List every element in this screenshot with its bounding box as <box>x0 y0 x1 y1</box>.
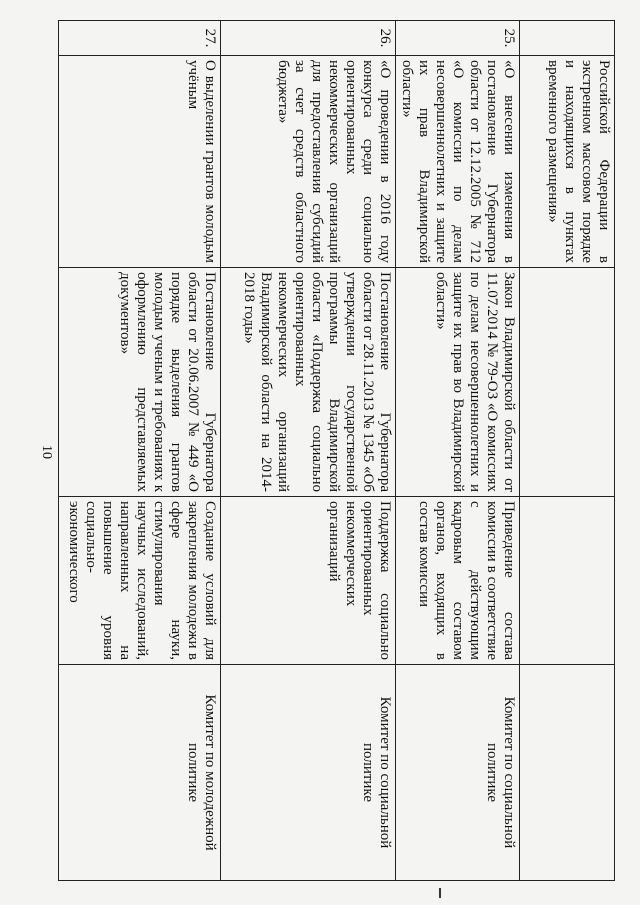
purpose: Приведение состава комиссии в соответствие с действующим кадровым составом органов, входящих в состав комиссии <box>396 497 520 665</box>
purpose: Поддержка социально ориентированных некоммерческих организаций <box>221 497 396 665</box>
row-number: 26. <box>221 21 396 56</box>
page-number: 10 <box>39 445 54 459</box>
purpose <box>520 497 615 665</box>
act-title: «О внесении изменения в постановление Губернатора области от 12.12.2005 № 712 «О комиссии по делам несовершеннолетних и защите их прав Владимирской области» <box>396 56 520 268</box>
rotated-page <box>66 20 615 880</box>
table-row <box>396 21 520 881</box>
row-number <box>520 21 615 56</box>
executor: Комитет по молодежной политике <box>59 665 221 881</box>
table-row <box>221 21 396 881</box>
legal-basis <box>520 268 615 497</box>
legal-basis: Закон Владимирской области от 11.07.2014 № 79-ОЗ «О комиссиях по делам несовершеннолетних и защите их прав во Владимирской области» <box>396 268 520 497</box>
purpose: Создание условий для закрепления молодежи в сфере науки, стимулирования научных исследований, направленных на повышение уровня социально-экономического <box>59 497 221 665</box>
table-row <box>520 21 615 881</box>
act-title: О выделении грантов молодым учёным <box>59 56 221 268</box>
legal-basis: Постановление Губернатора области от 20.06.2007 № 449 «О порядке выделения грантов молодым ученым и требованиях к оформлению представляемых документов» <box>59 268 221 497</box>
table-row <box>59 21 221 881</box>
executor: Комитет по социальной политике <box>221 665 396 881</box>
act-title: Российской Федерации в экстренном массовом порядке и находящихся в пунктах временного размещения» <box>520 56 615 268</box>
scan-mark <box>439 888 441 898</box>
row-number: 27. <box>59 21 221 56</box>
executor <box>520 665 615 881</box>
legal-basis: Постановление Губернатора области от 28.11.2013 № 1345 «Об утверждении государственной программы Владимирской области «Поддержка социально ориентированных некоммерческих организаций Владимирской области на 2014-2018 годы» <box>221 268 396 497</box>
row-number: 25. <box>396 21 520 56</box>
plan-table <box>58 20 615 881</box>
act-title: «О проведении в 2016 году конкурса среди социально ориентированных некоммерческих организаций для предоставления субсидий за счет средств областного бюджета» <box>221 56 396 268</box>
executor: Комитет по социальной политике <box>396 665 520 881</box>
